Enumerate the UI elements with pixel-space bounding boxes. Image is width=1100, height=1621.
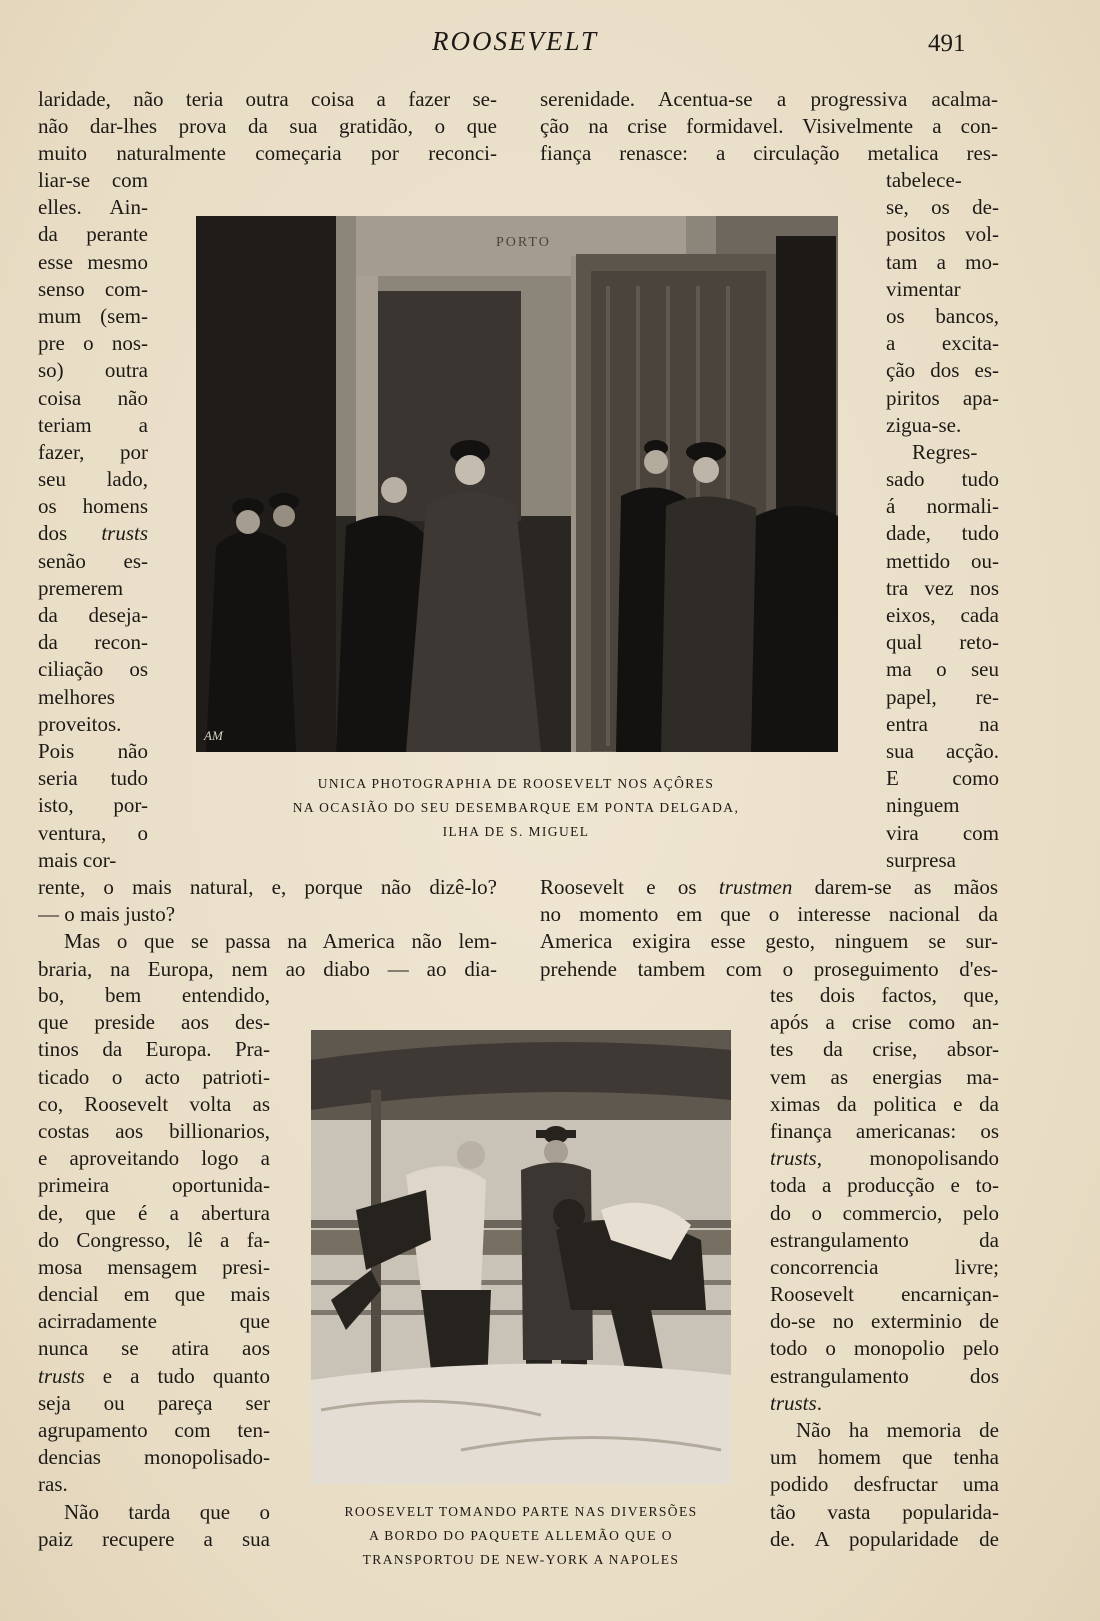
text-line: do-se no exterminio de [770,1309,999,1334]
text-line: muito naturalmente começaria por reconci- [38,141,497,166]
text-line: papel, re- [886,684,999,709]
text-line: sua acção. [886,738,999,763]
text-line: mosa mensagem presi- [38,1254,270,1279]
text-line: primeira oportunida- [38,1173,270,1198]
running-head: ROOSEVELT [432,26,598,56]
text-line: ventura, o [38,820,148,845]
photo-roosevelt-ponta-delgada [196,216,838,752]
text-line: tabelece- [886,168,962,192]
text-line: do Congresso, lê a fa- [38,1227,270,1252]
text-line: piritos apa- [886,385,999,410]
text-line: Regres- [912,439,978,464]
text-line: dencias monopolisado- [38,1445,270,1470]
text-line: não dar-lhes prova da sua gratidão, o que [38,114,497,139]
text-line: finança americanas: os [770,1118,999,1143]
text-line: fiança renasce: a circulação metalica res- [540,141,998,166]
photo-sign-text: PORTO [496,235,551,250]
text-line: seja ou pareça ser [38,1390,270,1415]
text-line: teriam a [38,412,148,437]
text-line: ma o seu [886,657,999,682]
text-line: seria tudo [38,766,148,791]
text-line: — o mais justo? [38,902,176,927]
text-line: Não ha memoria de [796,1418,999,1442]
text-line: ninguem [886,793,960,818]
text-line: da perante [38,222,148,247]
text-line: ras. [38,1472,68,1497]
text-line: trusts, monopolisando [770,1146,999,1171]
text-line: acirradamente que [38,1309,270,1334]
photo-corner-mark: AM [204,728,223,743]
text-line: tinos da Europa. Pra- [38,1037,270,1062]
caption-line: TRANSPORTOU DE NEW-YORK A NAPOLES [362,1552,680,1567]
text-line: positos vol- [886,222,999,247]
left-column-top [38,86,497,168]
text-line: so) outra [38,358,148,383]
text-line: concorrencia livre; [770,1254,999,1279]
text-line: os bancos, [886,303,999,328]
left-column-bottom [38,982,270,1553]
text-line: ximas da politica e da [770,1091,999,1116]
text-line: dade, tudo [886,521,999,546]
right-column-bottom [770,982,999,1553]
text-line: Roosevelt encarniçan- [770,1282,999,1307]
text-line: rente, o mais natural, e, porque não dizê-lo? [38,875,497,899]
text-line: seu lado, [38,467,148,492]
text-line: tam a mo- [886,249,999,274]
text-line: todo o monopolio pelo [770,1336,999,1361]
caption-top-photo [236,772,796,844]
photo-roosevelt-on-board [311,1030,731,1484]
text-line: premerem [38,575,124,600]
text-line: vimentar [886,276,961,301]
text-line: ticado o acto patrioti- [38,1064,270,1089]
text-line: da recon- [38,630,148,655]
text-line: ciliação os [38,657,148,682]
left-column-narrow [38,167,148,874]
text-line: elles. Ain- [38,195,148,220]
caption-line: A BORDO DO PAQUETE ALLEMÃO QUE O [369,1528,673,1543]
text-line: bo, bem entendido, [38,983,270,1007]
text-line: prehende tambem com o proseguimento d'es- [540,956,998,981]
text-line: do o commercio, pelo [770,1200,999,1225]
text-line: ção dos es- [886,358,999,383]
text-line: sado tudo [886,467,999,492]
text-line: mais cor- [38,847,117,872]
text-line: estrangulamento da [770,1227,999,1252]
text-line: estrangulamento dos [770,1363,999,1388]
text-line: um homem que tenha [770,1445,999,1470]
right-column-mid [540,874,998,983]
text-line: Pois não [38,738,148,763]
text-line: se, os de- [886,195,999,220]
text-line: eixos, cada [886,603,999,627]
text-line: liar-se com [38,168,148,192]
text-line: ção na crise formidavel. Visivelmente a con- [540,114,998,139]
photo-roosevelt-on-board-image [311,1030,731,1484]
text-line: Mas o que se passa na America não lem- [64,929,497,954]
text-line: de, que é a abertura [38,1200,270,1225]
text-line: pre o nos- [38,331,148,356]
text-line: mum (sem- [38,303,148,328]
text-line: melhores [38,684,115,709]
text-line: á normali- [886,494,999,519]
text-line: a excita- [886,331,999,356]
text-line: isto, por- [38,793,148,818]
text-line: e aproveitando logo a [38,1146,270,1171]
text-line: toda a producção e to- [770,1173,999,1198]
text-line: vem as energias ma- [770,1064,999,1089]
right-column-top [540,86,998,168]
caption-line: NA OCASIÃO DO SEU DESEMBARQUE EM PONTA DELGADA, [292,800,740,815]
text-line: Não tarda que o [64,1499,270,1524]
text-line: senão es- [38,548,148,573]
text-line: tão vasta popularida- [770,1499,999,1524]
text-line: que preside aos des- [38,1010,270,1035]
text-line: entra na [886,711,999,736]
text-line: America exigira esse gesto, ninguem se sur- [540,929,998,954]
text-line: podido desfructar uma [770,1472,999,1497]
text-line: dencial em que mais [38,1282,270,1307]
text-line: proveitos. [38,711,122,736]
text-line: esse mesmo [38,249,148,274]
text-line: de. A popularidade de [770,1526,999,1551]
text-line: da deseja- [38,603,148,627]
text-line: nunca se atira aos [38,1336,270,1361]
text-line: laridade, não teria outra coisa a fazer se- [38,87,497,111]
text-line: surpresa [886,847,956,872]
text-line: qual reto- [886,630,999,655]
text-line: braria, na Europa, nem ao diabo — ao dia- [38,956,497,981]
text-line: dos trusts [38,521,148,546]
text-line: os homens [38,494,148,519]
text-line: tra vez nos [886,575,999,600]
text-line: co, Roosevelt volta as [38,1091,270,1116]
page-number: 491 [928,30,966,57]
text-line: trusts e a tudo quanto [38,1363,270,1388]
caption-bottom-photo [306,1500,736,1572]
text-line: tes da crise, absor- [770,1037,999,1062]
text-line: costas aos billionarios, [38,1118,270,1143]
right-column-narrow [886,167,999,874]
text-line: fazer, por [38,439,148,464]
text-line: paiz recupere a sua [38,1526,270,1551]
text-line: tes dois factos, que, [770,983,999,1007]
left-column-mid [38,874,497,983]
photo-roosevelt-ponta-delgada-image [196,216,838,752]
caption-line: ILHA DE S. MIGUEL [442,824,590,839]
text-line: agrupamento com ten- [38,1418,270,1442]
caption-line: ROOSEVELT TOMANDO PARTE NAS DIVERSÕES [344,1504,698,1519]
text-line: trusts. [770,1390,822,1415]
text-line: coisa não [38,385,148,410]
text-line: E como [886,766,999,791]
text-line: serenidade. Acentua-se a progressiva acalma- [540,87,998,111]
text-line: Roosevelt e os trustmen darem-se as mãos [540,875,998,899]
text-line: mettido ou- [886,548,999,573]
text-line: zigua-se. [886,412,962,437]
text-line: senso com- [38,276,148,301]
text-line: vira com [886,820,999,845]
text-line: no momento em que o interesse nacional da [540,902,998,927]
text-line: após a crise como an- [770,1010,999,1035]
caption-line: UNICA PHOTOGRAPHIA DE ROOSEVELT NOS AÇÔRES [317,776,715,791]
